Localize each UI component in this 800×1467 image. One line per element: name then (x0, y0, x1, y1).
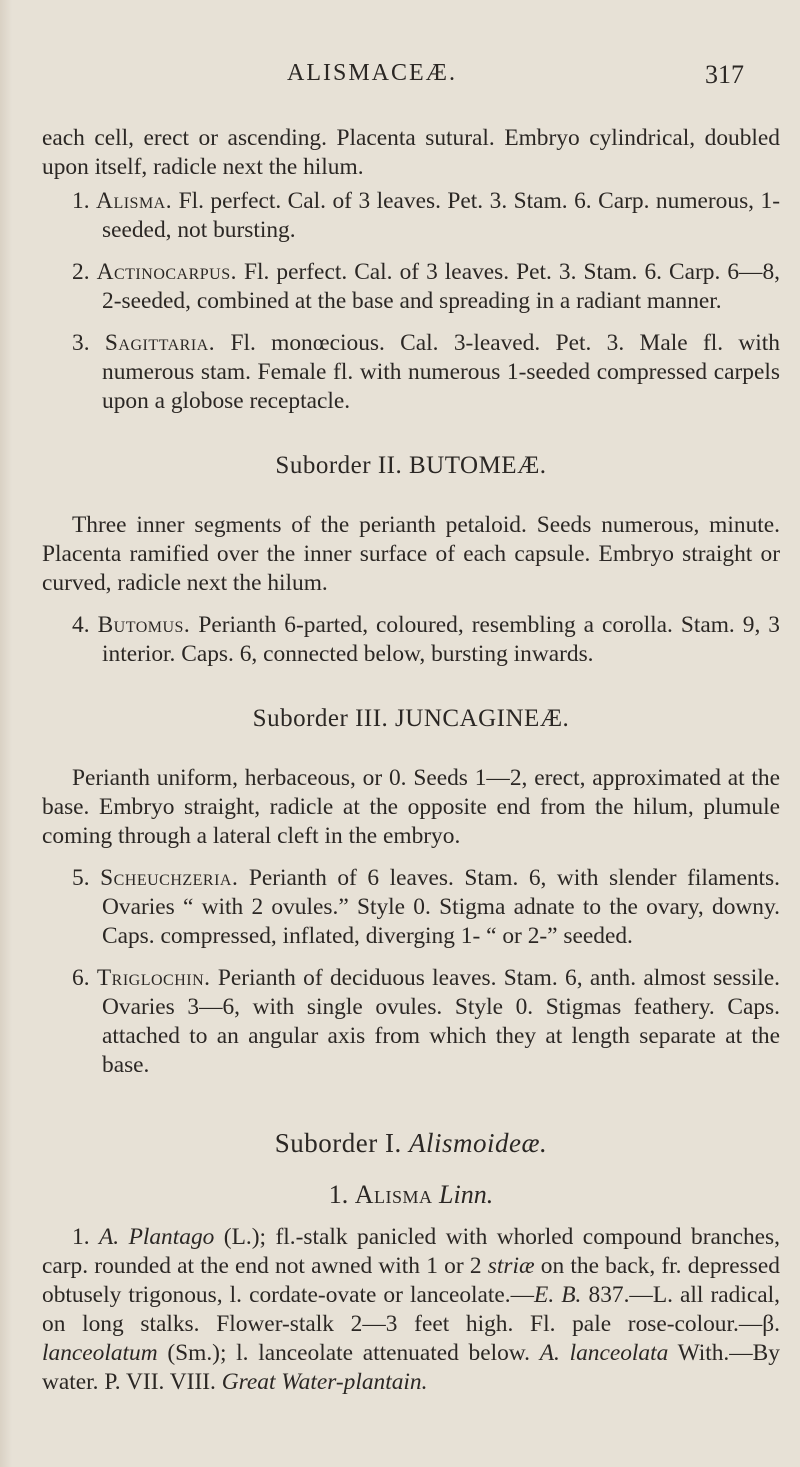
suborder-heading: Suborder II. BUTOMEÆ. (275, 452, 547, 479)
species-name: A. Plantago (99, 1224, 215, 1250)
genus-actinocarpus-entry: 2. Actinocarpus. Fl. perfect. Cal. of 3 leaves. Pet. 3. Stam. 6. Carp. 6—8, 2-seeded, combined at the base and spreading in a radiant manner. (72, 259, 780, 314)
suborder-heading: Suborder I. Alismoideæ. (274, 1128, 548, 1158)
genus-name: Alisma. (96, 188, 173, 214)
genus-name: Actinocarpus. (96, 259, 237, 285)
genus-butomus-entry: 4. Butomus. Perianth 6-parted, coloured, resembling a corolla. Stam. 9, 3 interior. Caps. 6, connected below, bursting inwards. (72, 612, 780, 667)
page-body (42, 124, 780, 1397)
genus-heading: 1. Alisma Linn. (328, 1180, 494, 1209)
running-header (0, 60, 800, 94)
suborder-heading: Suborder III. JUNCAGINEÆ. (252, 705, 570, 732)
suborder-description: Perianth uniform, herbaceous, or 0. Seeds 1—2, erect, approximated at the base. Embryo straight, radicle at the opposite end from the hilum, plumule coming through a lateral cleft in the embryo. (42, 765, 780, 849)
page-edge (0, 0, 12, 1467)
genus-name: Butomus. (97, 612, 191, 638)
common-name: Great Water-plantain. (221, 1369, 428, 1395)
species-entry: 1. A. Plantago (L.); fl.-stalk panicled with whorled compound branches, carp. rounded at the end not awned with 1 or 2 striæ on the back, fr. depressed obtusely trigonous, l. cordate-ovate or lanceolate.—E. B. 837.—L. all radical, on long stalks. Flower-stalk 2—3 feet high. Fl. pale rose-colour.—β. lanceolatum (Sm.); l. lanceolate attenuated below. A. lanceolata With.—By water. P. VII. VIII. Great Water-plantain. (42, 1224, 780, 1395)
intro-paragraph: each cell, erect or ascending. Placenta sutural. Embryo cylindrical, doubled upon itself, radicle next the hilum. (42, 125, 780, 180)
genus-alisma-entry: 1. Alisma. Fl. perfect. Cal. of 3 leaves. Pet. 3. Stam. 6. Carp. numerous, 1-seeded, not bursting. (72, 188, 780, 243)
suborder-description: Three inner segments of the perianth petaloid. Seeds numerous, minute. Placenta ramified over the inner surface of each capsule. Embryo straight or curved, radicle next the hilum. (42, 512, 780, 596)
page-title: ALISMACEÆ. (287, 60, 458, 86)
page-number: 317 (705, 60, 744, 89)
genus-name: Scheuchzeria. (100, 865, 239, 891)
genus-name: Sagittaria. (104, 330, 216, 356)
genus-triglochin-entry: 6. Triglochin. Perianth of deciduous leaves. Stam. 6, anth. almost sessile. Ovaries 3—6, with single ovules. Style 0. Stigmas feathery. Caps. attached to an angular axis from which they at length separate at the base. (72, 965, 780, 1078)
genus-name: Triglochin. (96, 965, 211, 991)
genus-scheuchzeria-entry: 5. Scheuchzeria. Perianth of 6 leaves. Stam. 6, with slender filaments. Ovaries “ with 2 ovules.” Style 0. Stigma adnate to the ovary, downy. Caps. compressed, inflated, diverging 1- “ or 2-” seeded. (72, 865, 780, 949)
genus-sagittaria-entry: 3. Sagittaria. Fl. monœcious. Cal. 3-leaved. Pet. 3. Male fl. with numerous stam. Female fl. with numerous 1-seeded compressed carpels upon a globose receptacle. (72, 330, 781, 414)
